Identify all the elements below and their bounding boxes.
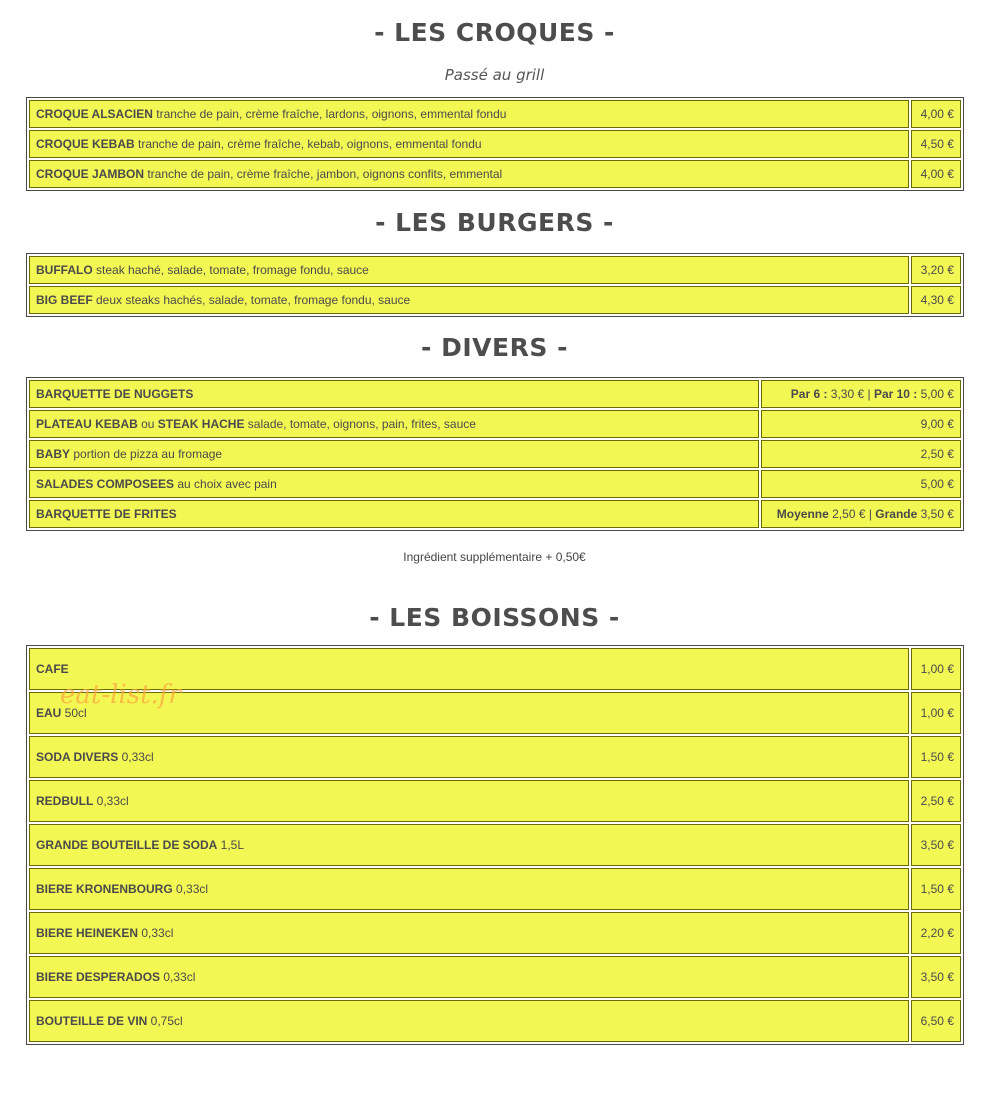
item-price: 4,30 € (911, 286, 961, 314)
item-price: 3,50 € (911, 824, 961, 866)
menu-row (29, 440, 961, 468)
menu-row (29, 100, 961, 128)
item-name: SODA DIVERS (36, 750, 119, 764)
menu-row (29, 256, 961, 284)
item-cell (29, 824, 909, 866)
item-name: BUFFALO (36, 263, 93, 277)
menu-row (29, 868, 961, 910)
menu-row (29, 736, 961, 778)
item-description: 0,33cl (160, 970, 196, 984)
site-watermark: eat-list.fr (60, 680, 181, 710)
item-description: 0,33cl (93, 794, 129, 808)
item-description: tranche de pain, crème fraîche, jambon, oignons confits, emmental (144, 167, 503, 181)
item-name: BOUTEILLE DE VIN (36, 1014, 148, 1028)
item-cell (29, 956, 909, 998)
menu-row (29, 410, 961, 438)
item-description: 0,33cl (172, 882, 209, 896)
item-price: 1,50 € (911, 736, 961, 778)
item-price: 2,20 € (911, 912, 961, 954)
item-name: BARQUETTE DE FRITES (36, 507, 177, 521)
item-price: 4,00 € (911, 100, 961, 128)
item-price: 6,50 € (911, 1000, 961, 1042)
item-name: CROQUE ALSACIEN (36, 107, 153, 121)
item-name: BIERE KRONENBOURG (36, 882, 173, 896)
section-title-boissons: - LES BOISSONS - (369, 603, 620, 632)
extra-ingredient-note: Ingrédient supplémentaire + 0,50€ (403, 550, 586, 564)
divers-table (26, 377, 964, 531)
item-cell (29, 1000, 909, 1042)
item-description: 0,33cl (118, 750, 154, 764)
item-cell (29, 470, 759, 498)
price-value: 2,50 € | (828, 507, 876, 521)
menu-row (29, 1000, 961, 1042)
item-description: steak haché, salade, tomate, fromage fondu, sauce (92, 263, 369, 277)
price-label: Par 10 : (873, 387, 918, 401)
item-price: 1,00 € (911, 648, 961, 690)
menu-row (29, 286, 961, 314)
item-cell (29, 100, 909, 128)
price-label: Moyenne (776, 507, 829, 521)
price-label: Grande (875, 507, 918, 521)
item-cell (29, 410, 759, 438)
item-description: tranche de pain, crème fraîche, lardons, oignons, emmental fondu (152, 107, 507, 121)
menu-row (29, 692, 961, 734)
item-price: 4,00 € (911, 160, 961, 188)
item-description: au choix avec pain (174, 477, 277, 491)
section-subtitle-croques: Passé au grill (444, 66, 545, 84)
item-name: PLATEAU KEBAB (36, 417, 138, 431)
item-name: BARQUETTE DE NUGGETS (36, 387, 194, 401)
menu-row (29, 912, 961, 954)
item-cell (29, 780, 909, 822)
item-price (761, 380, 961, 408)
item-cell (29, 736, 909, 778)
item-description: portion de pizza au fromage (70, 447, 223, 461)
price-value: 5,00 € (917, 387, 954, 401)
menu-row (29, 956, 961, 998)
item-price: 2,50 € (911, 780, 961, 822)
menu-row (29, 130, 961, 158)
item-cell (29, 440, 759, 468)
price-value: 3,50 € (917, 507, 954, 521)
item-name: REDBULL (36, 794, 94, 808)
item-cell (29, 130, 909, 158)
croques-table (26, 97, 964, 191)
item-description: 0,33cl (138, 926, 174, 940)
item-name: BABY (36, 447, 71, 461)
menu-row (29, 470, 961, 498)
item-cell (29, 286, 909, 314)
price-value: 3,30 € | (827, 387, 874, 401)
item-name: BIERE HEINEKEN (36, 926, 139, 940)
item-price (761, 500, 961, 528)
item-price: 3,50 € (911, 956, 961, 998)
item-connector: ou (137, 417, 158, 431)
menu-row (29, 380, 961, 408)
price-label: Par 6 : (790, 387, 828, 401)
item-description: salade, tomate, oignons, pain, frites, sauce (244, 417, 476, 431)
item-name: SALADES COMPOSEES (36, 477, 175, 491)
item-price: 5,00 € (761, 470, 961, 498)
item-price: 1,00 € (911, 692, 961, 734)
item-description: 50cl (61, 706, 87, 720)
item-price: 4,50 € (911, 130, 961, 158)
item-name: CAFE (36, 662, 69, 676)
menu-row (29, 160, 961, 188)
item-name: BIERE DESPERADOS (36, 970, 161, 984)
item-description: deux steaks hachés, salade, tomate, fromage fondu, sauce (92, 293, 411, 307)
item-cell (29, 380, 759, 408)
item-name: BIG BEEF (36, 293, 93, 307)
menu-row (29, 824, 961, 866)
item-cell (29, 648, 909, 690)
section-title-divers: - DIVERS - (421, 333, 568, 362)
item-price: 2,50 € (761, 440, 961, 468)
section-title-burgers: - LES BURGERS - (375, 208, 614, 237)
section-title-croques: - LES CROQUES - (374, 18, 615, 47)
menu-row (29, 648, 961, 690)
item-cell (29, 160, 909, 188)
item-price: 1,50 € (911, 868, 961, 910)
menu-row (29, 500, 961, 528)
item-description: 1,5L (217, 838, 245, 852)
item-name: EAU (36, 706, 62, 720)
item-description: tranche de pain, crème fraîche, kebab, oignons, emmental fondu (134, 137, 482, 151)
boissons-table (26, 645, 964, 1045)
item-cell (29, 500, 759, 528)
item-price: 9,00 € (761, 410, 961, 438)
item-price: 3,20 € (911, 256, 961, 284)
item-cell (29, 692, 909, 734)
item-name: STEAK HACHE (157, 417, 245, 431)
item-cell (29, 868, 909, 910)
item-name: CROQUE JAMBON (36, 167, 145, 181)
item-description: 0,75cl (147, 1014, 183, 1028)
item-name: CROQUE KEBAB (36, 137, 135, 151)
item-cell (29, 256, 909, 284)
item-name: GRANDE BOUTEILLE DE SODA (36, 838, 218, 852)
item-cell (29, 912, 909, 954)
menu-row (29, 780, 961, 822)
burgers-table (26, 253, 964, 317)
